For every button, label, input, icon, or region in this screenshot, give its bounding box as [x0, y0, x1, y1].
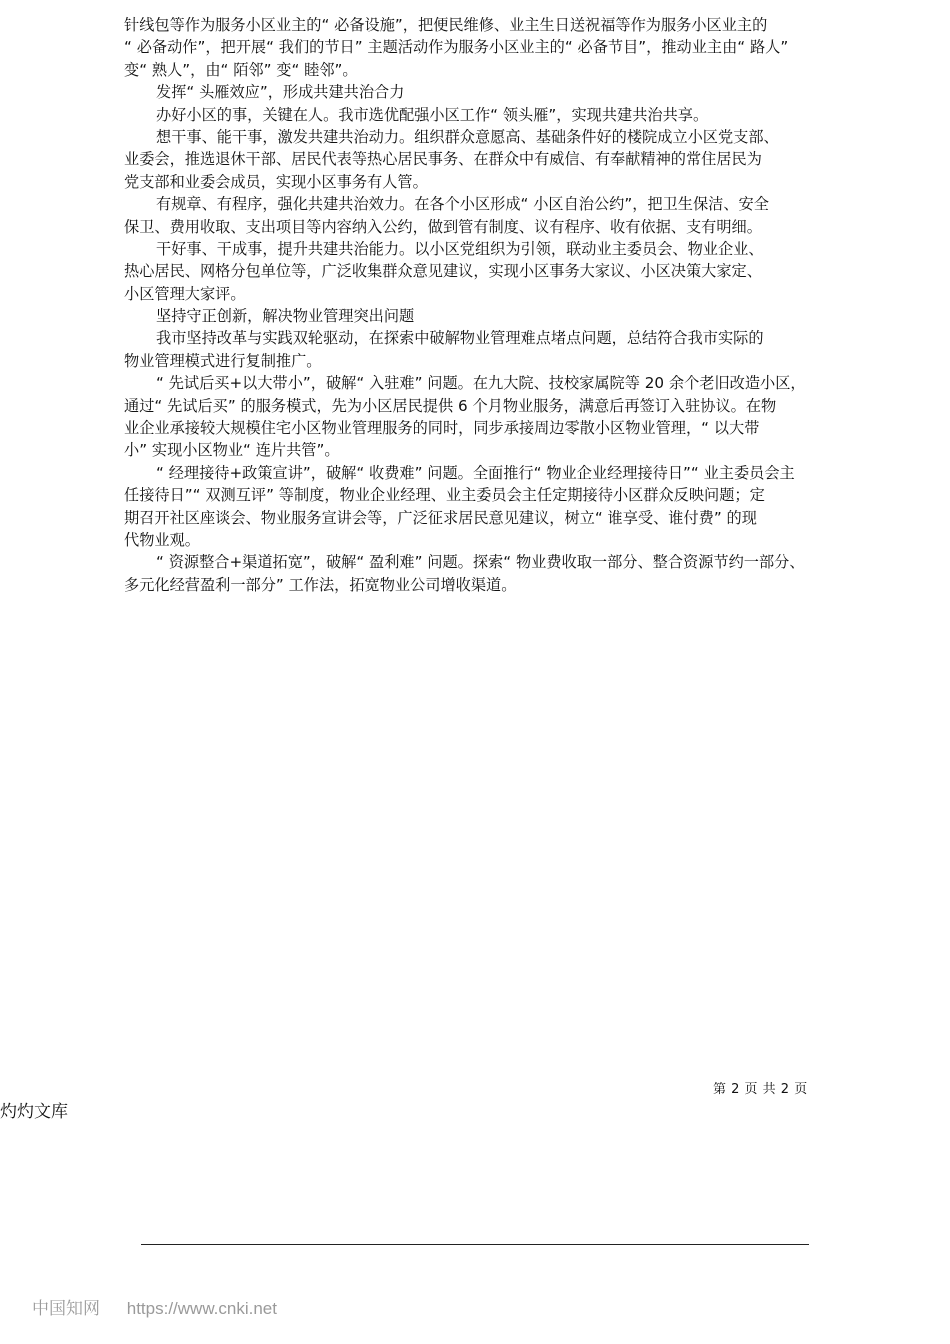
- text-line: 保卫、费用收取、支出项目等内容纳入公约，做到管有制度、议有程序、收有依据、支有明细。: [124, 217, 762, 236]
- text-line: 小区管理大家评。: [124, 284, 246, 303]
- text-line: 业企业承接较大规模住宅小区物业管理服务的同时，同步承接周边零散小区物业管理，“ 以大带: [124, 419, 760, 438]
- text-line: 物业管理模式进行复制推广。: [124, 351, 322, 370]
- text-line: “ 资源整合+渠道拓宽”，破解“ 盈利难” 问题。探索“ 物业费收取一部分、整合资源节约一部分、: [156, 553, 805, 572]
- text-line: 党支部和业委会成员，实现小区事务有人管。: [124, 172, 428, 191]
- text-line: 业委会，推选退休干部、居民代表等热心居民事务、在群众中有威信、有奉献精神的常住居民为: [124, 150, 762, 169]
- text-line: 变“ 熟人”，由“ 陌邻” 变“ 睦邻”。: [124, 60, 358, 79]
- page-number: 第 2 页 共 2 页: [713, 1082, 808, 1097]
- section-heading: 坚持守正创新，解决物业管理突出问题: [156, 307, 415, 326]
- text-line: 小” 实现小区物业“ 连片共管”。: [124, 441, 340, 460]
- text-line: “ 必备动作”，把开展“ 我们的节日” 主题活动作为服务小区业主的“ 必备节目”，推动业主由“ 路人”: [124, 38, 789, 57]
- text-line: 任接待日”“ 双测互评” 等制度，物业企业经理、业主委员会主任定期接待小区群众反映问题；定: [124, 486, 765, 505]
- text-line: 我市坚持改革与实践双轮驱动，在探索中破解物业管理难点堵点问题，总结符合我市实际的: [156, 329, 764, 348]
- text-line: “ 先试后买+以大带小”，破解“ 入驻难” 问题。在九大院、技校家属院等 20 余个老旧改造小区，: [156, 374, 806, 393]
- text-line: 热心居民、网格分包单位等，广泛收集群众意见建议，实现小区事务大家议、小区决策大家定、: [124, 262, 762, 281]
- text-line: 多元化经营盈利一部分” 工作法，拓宽物业公司增收渠道。: [124, 575, 517, 594]
- text-line: 干好事、干成事，提升共建共治能力。以小区党组织为引领，联动业主委员会、物业企业、: [156, 239, 764, 258]
- cnki-url-link[interactable]: https://www.cnki.net: [126, 1299, 277, 1318]
- text-line: 期召开社区座谈会、物业服务宣讲会等，广泛征求居民意见建议，树立“ 谁享受、谁付费” 的现: [124, 508, 757, 527]
- text-line: 办好小区的事，关键在人。我市选优配强小区工作“ 领头雁”，实现共建共治共享。: [156, 105, 709, 124]
- document-body: [124, 14, 834, 596]
- cnki-name: 中国知网: [32, 1299, 100, 1318]
- text-line: 想干事、能干事，激发共建共治动力。组织群众意愿高、基础条件好的楼院成立小区党支部、: [156, 127, 779, 146]
- library-label: 灼灼文库: [0, 1102, 68, 1122]
- text-line: “ 经理接待+政策宣讲”，破解“ 收费难” 问题。全面推行“ 物业企业经理接待日”“ 业主委员会主: [156, 463, 795, 482]
- cnki-footer: [32, 1294, 277, 1319]
- text-line: 针线包等作为服务小区业主的“ 必备设施”，把便民维修、业主生日送祝福等作为服务小区业主的: [124, 16, 768, 34]
- footer-divider: [141, 1244, 809, 1245]
- section-heading: 发挥“ 头雁效应”，形成共建共治合力: [156, 83, 405, 102]
- text-line: 通过“ 先试后买” 的服务模式，先为小区居民提供 6 个月物业服务，满意后再签订入驻协议。在物: [124, 396, 777, 415]
- text-line: 有规章、有程序，强化共建共治效力。在各个小区形成“ 小区自治公约”，把卫生保洁、安全: [156, 195, 769, 214]
- text-line: 代物业观。: [124, 530, 200, 549]
